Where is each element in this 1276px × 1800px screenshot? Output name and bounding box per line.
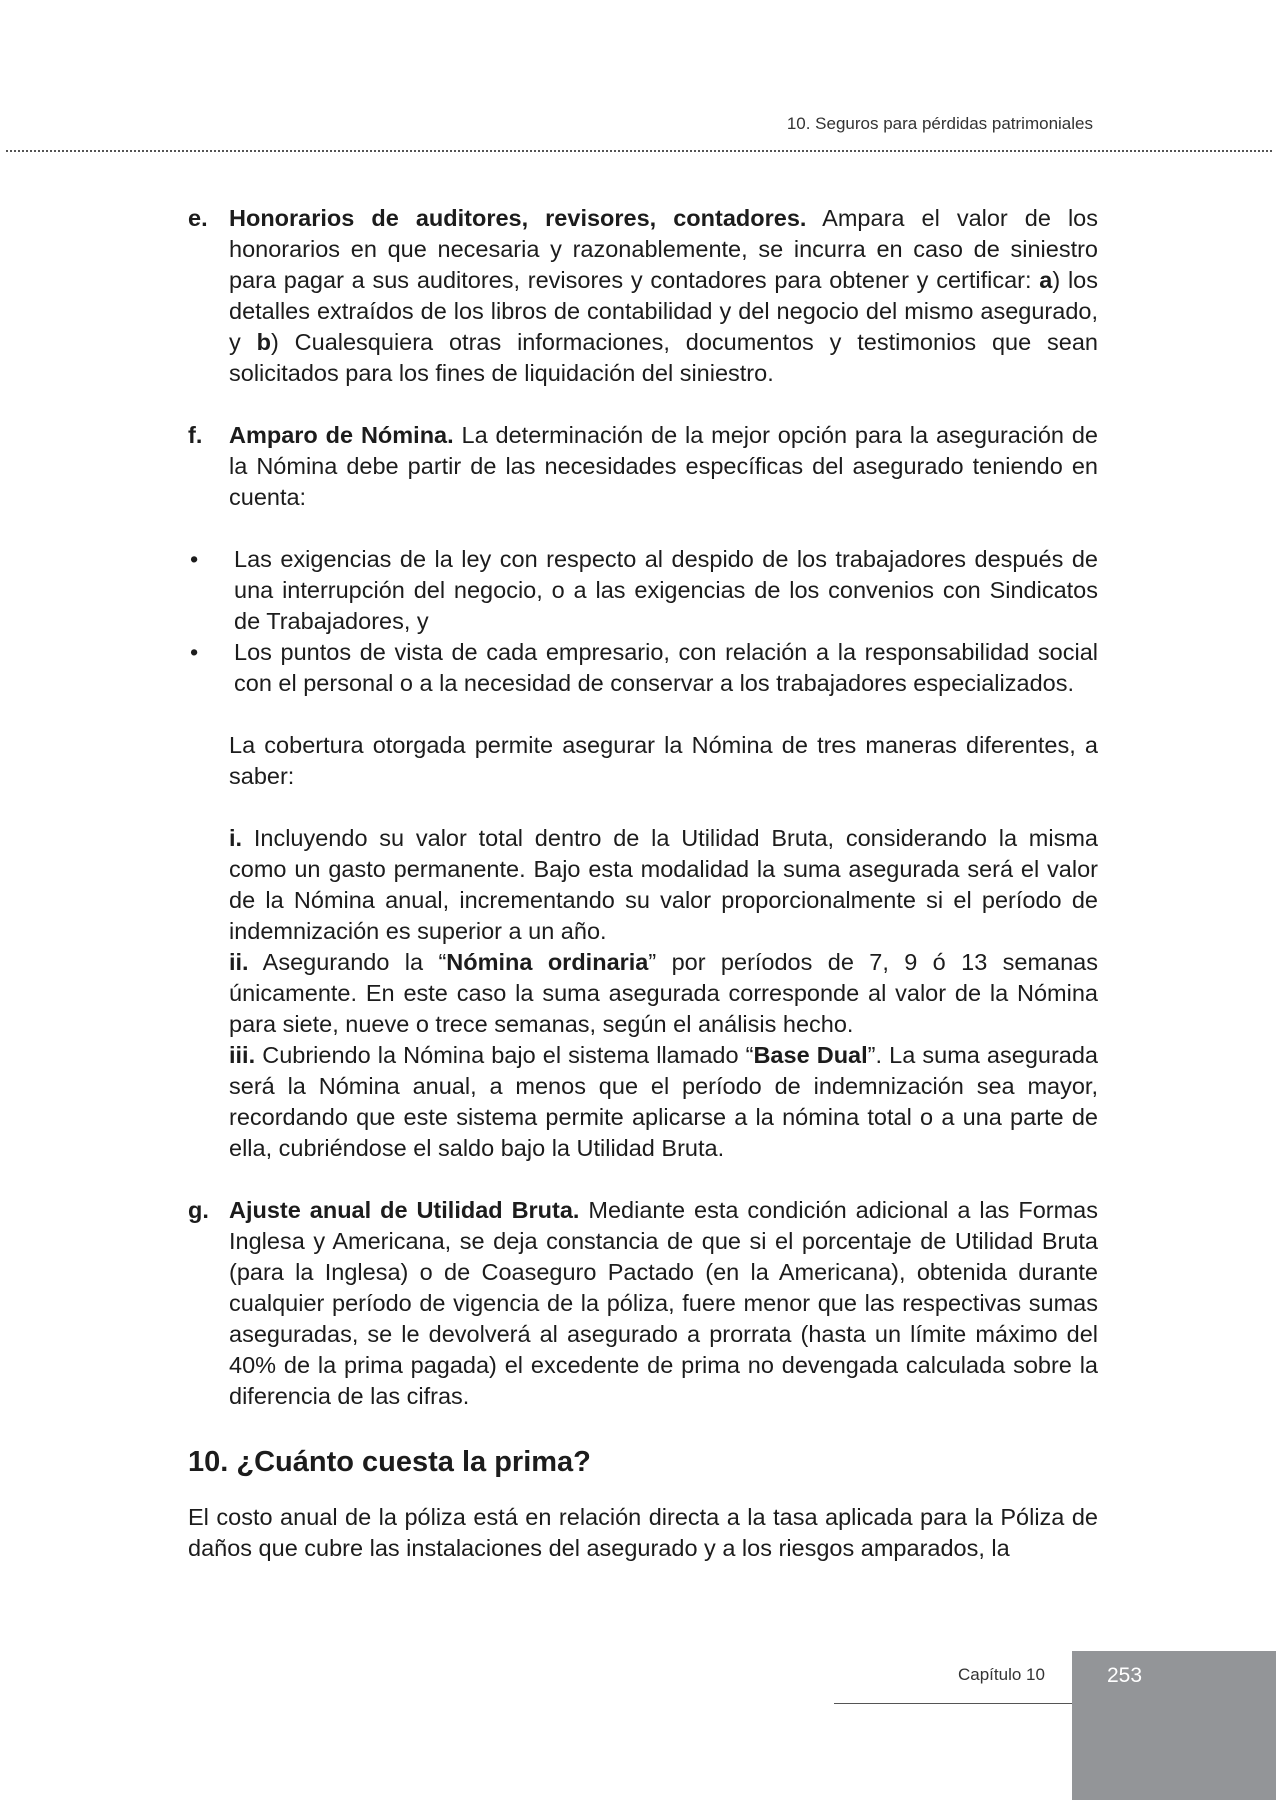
item-marker: f. [188,422,203,448]
option-bold-term: Nómina ordinaria [446,949,649,975]
item-title: Amparo de Nómina. [229,422,454,448]
page-number: 253 [1107,1664,1143,1687]
option-text: Asegurando la “ [248,949,447,975]
bullet-item-1 [188,544,1098,637]
item-text: Ampara el valor de los honorarios en que necesaria y razonablemente, se incurra en caso de siniestro para pagar a sus auditores, revisores y contadores para obtener y certificar: [229,205,1098,293]
bullet-symbol: • [190,639,199,665]
option-text: ” por períodos de 7, 9 ó 13 semanas únicamente. En este caso la suma asegurada corresponde al valor de la Nómina para siete, nueve o trece semanas, según el análisis hecho. [229,949,1098,1037]
item-marker: e. [188,205,208,231]
item-text: ) Cualesquiera otras informaciones, documentos y testimonios que sean solicitados para los fines de liquidación del siniestro. [229,329,1098,386]
item-text: ) los detalles extraídos de los libros de contabilidad y del negocio del mismo asegurado, y [229,267,1098,355]
bullet-text: Las exigencias de la ley con respecto al despido de los trabajadores después de una interrupción del negocio, o a las exigencias de los convenios con Sindicatos de Trabajadores, y [234,546,1098,634]
item-text: Mediante esta condición adicional a las Formas Inglesa y Americana, se deja constancia de que si el porcentaje de Utilidad Bruta (para la Inglesa) o de Coaseguro Pactado (en la Americana), obtenida durante cualquier período de vigencia de la póliza, fuere menor que las respectivas sumas aseguradas, se le devolverá al asegurado a prorrata (hasta un límite máximo del 40% de la prima pagada) el excedente de prima no devengada calculada sobre la diferencia de las cifras. [229,1197,1098,1409]
option-marker: iii. [229,1042,256,1068]
option-text: Incluyendo su valor total dentro de la Utilidad Bruta, considerando la misma como un gasto permanente. Bajo esta modalidad la suma asegurada será el valor de la Nómina anual, incrementando su valor proporcionalmente si el período de indemnización es superior a un año. [229,825,1098,944]
option-iii [188,1040,1098,1164]
section-body: El costo anual de la póliza está en relación directa a la tasa aplicada para la Póliza de daños que cubre las instalaciones del asegurado y a los riesgos amparados, la [188,1504,1098,1561]
bullet-item-2 [188,637,1098,699]
footer-chapter: Capítulo 10 [958,1665,1045,1684]
coverage-intro: La cobertura otorgada permite asegurar la Nómina de tres maneras diferentes, a saber: [229,732,1098,789]
option-bold-term: Base Dual [753,1042,868,1068]
option-text: ”. La suma asegurada será la Nómina anual, a menos que el período de indemnización sea mayor, recordando que este sistema permite aplicarse a la nómina total o a una parte de ella, cubriéndose el saldo bajo la Utilidad Bruta. [229,1042,1098,1161]
item-e-honorarios [188,203,1098,389]
page-body [188,203,1098,1564]
item-title: Honorarios de auditores, revisores, contadores. [229,205,807,231]
item-f-nomina [188,420,1098,513]
option-i [188,823,1098,947]
header-dotted-rule [6,150,1272,152]
section-heading: 10. ¿Cuánto cuesta la prima? [188,1446,591,1478]
bold-letter: a [1039,267,1053,293]
option-ii [188,947,1098,1040]
option-marker: ii. [229,949,249,975]
option-text: Cubriendo la Nómina bajo el sistema llamado “ [255,1042,754,1068]
bold-letter: b [256,329,271,355]
bullet-symbol: • [190,546,199,572]
running-header: 10. Seguros para pérdidas patrimoniales [786,114,1093,133]
item-text: La determinación de la mejor opción para la aseguración de la Nómina debe partir de las necesidades específicas del asegurado teniendo en cuenta: [229,422,1098,510]
option-marker: i. [229,825,243,851]
item-marker: g. [188,1197,209,1223]
bullet-text: Los puntos de vista de cada empresario, con relación a la responsabilidad social con el personal o a la necesidad de conservar a los trabajadores especializados. [234,639,1098,696]
page-number-tab [1072,1651,1276,1800]
item-g-ajuste [188,1195,1098,1412]
item-title: Ajuste anual de Utilidad Bruta. [229,1197,580,1223]
